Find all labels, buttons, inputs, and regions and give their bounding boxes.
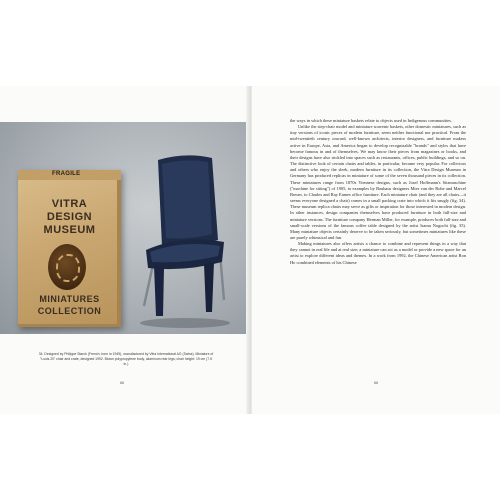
body-text <box>290 118 466 266</box>
crate-line-3: MUSEUM <box>43 224 96 236</box>
packing-crate <box>18 170 121 327</box>
figure-caption: 34. Designed by Philippe Starck (French, born in 1949), manufactured by Vitra International AG (Swiss). Miniature of "Louis 20" chair and crate, designed 1992. Blown polypropylene body, aluminum rear legs; chair height: 19 cm (7.5 in.) <box>38 352 214 366</box>
crate-line-4: MINIATURES <box>39 294 100 304</box>
photograph <box>0 122 248 334</box>
paragraph-1: the ways in which these miniature baskets relate to objects used in Indigenous communities. <box>290 118 452 123</box>
crate-fragile-label: FRAGILE <box>52 171 81 177</box>
paragraph-3: Making miniatures also offers artists a chance to combine and represent things in a way that they cannot in real life and at real size; a miniature can act as a model or provide a new space for an artist to explore different ideas and themes. In a work from 1992, the Chinese American artist Ron Ho combined elements of his Chinese <box>290 241 466 265</box>
crate-line-2: DESIGN <box>46 211 93 223</box>
crate-line-1: VITRA <box>51 198 88 210</box>
page-number-right: 66 <box>374 381 378 385</box>
left-page <box>0 86 248 414</box>
page-number-left: 66 <box>120 381 124 385</box>
right-page <box>252 86 500 414</box>
crate-line-5: COLLECTION <box>37 306 102 316</box>
miniature-chair <box>132 150 232 320</box>
paragraph-2: Unlike the step-chair model and miniature souvenir baskets, other domestic miniatures, such as tiny versions of iconic pieces of modern furniture, seem neither functional nor practical. From the mid-twentieth century onward, well-known architects, interior designers, and furniture makers active in Europe, Asia, and America began to develop recognizable "brands" and styles that have become famous in and of themselves. We may know their pieces from magazines or books, and their designs have also trickled into spaces such as restaurants, offices, public buildings, and so on. The distinctive look of certain chairs and tables, in particular, became very popular. For collectors and others who enjoy the sleek, modern furniture in its collection, the Vitra Design Museum in Germany has produced replicas in miniature of some of the seven thousand pieces in its collection. These miniatures range from 1870s Viennese designs, such as Josef Hoffmann's Sitzmaschine ("machine for sitting") of 1905, to examples by Bauhaus designers Mies van der Rohe and Marcel Breuer, to Charles and Ray Eames office furniture. Each miniature chair (and they are all chairs—it seems everyone designed a chair) comes in a small packing crate into which it fits snugly (fig. 34). These museum replica chairs may serve as gifts or inspiration for those interested in modern design. In other instances, design companies themselves have produced furniture in both full-size and miniature versions. The furniture company Herman Miller, for example, produces both full-size and small-scale versions of the famous coffee table designed by the artist Isamu Noguchi (fig. 35). Many miniature objects certainly deserve to be taken seriously, but sometimes miniatures like these are purely whimsical and fun. <box>290 124 466 240</box>
book-spread <box>0 86 500 414</box>
crate-cutout-hole <box>48 244 86 290</box>
